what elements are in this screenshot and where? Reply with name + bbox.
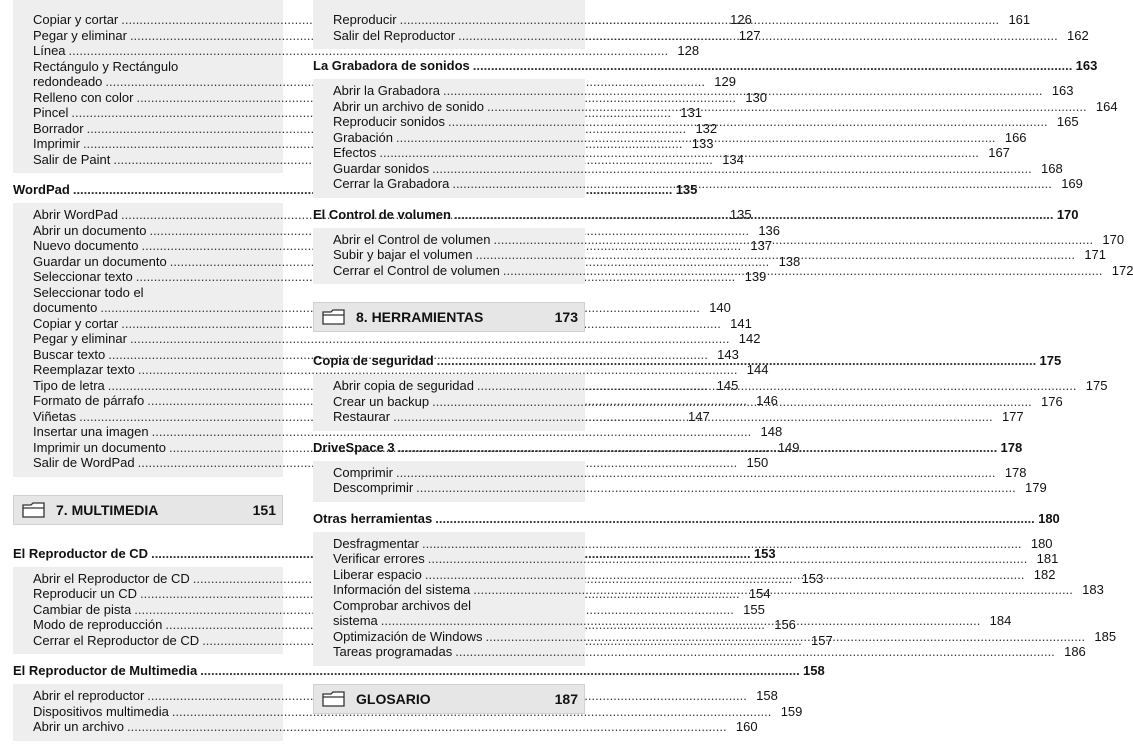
toc-entry-title: Comprimir bbox=[333, 464, 393, 480]
section-title[interactable]: DriveSpace 3 ..... 178 bbox=[313, 437, 585, 459]
section-title[interactable]: Otras herramientas ..... 180 bbox=[313, 508, 585, 530]
toc-entry[interactable] bbox=[33, 455, 769, 471]
toc-entry-page: 147 bbox=[688, 408, 710, 424]
toc-entry-title: Guardar sonidos bbox=[333, 160, 430, 176]
toc-entry-title: Línea bbox=[33, 43, 66, 58]
toc-entry[interactable] bbox=[33, 703, 803, 720]
toc-entry-page: 134 bbox=[722, 151, 744, 167]
toc-entry-title: Abrir la Grabadora bbox=[333, 83, 440, 98]
toc-entry-title: Desfragmentar bbox=[333, 535, 419, 551]
toc-entry-title: Restaurar bbox=[333, 409, 391, 424]
toc-entry-page: 182 bbox=[1033, 566, 1056, 582]
toc-entry-title: Abrir WordPad bbox=[33, 207, 119, 222]
toc-entry-page: 144 bbox=[746, 362, 769, 377]
toc-entry[interactable] bbox=[33, 719, 758, 735]
toc-entry-title: Efectos bbox=[333, 145, 377, 160]
toc-entry-title: Abrir un archivo bbox=[33, 719, 125, 734]
section-title[interactable]: El Control de volumen ..... 170 bbox=[313, 204, 585, 226]
toc-entry-page: 127 bbox=[738, 27, 761, 43]
toc-entry-page: 169 bbox=[1061, 176, 1083, 191]
toc-entry-title: Reemplazar texto bbox=[33, 362, 135, 377]
toc-entry-title: Cerrar el Reproductor de CD bbox=[33, 632, 200, 648]
toc-entry-page: 164 bbox=[1095, 98, 1118, 114]
section-title[interactable]: Copia de seguridad ..... 175 bbox=[313, 350, 585, 372]
toc-entry-page: 186 bbox=[1064, 644, 1086, 659]
toc-entry-title: Copiar y cortar bbox=[33, 12, 119, 27]
toc-entry-title: Salir de Paint bbox=[33, 151, 111, 167]
toc-entry-title: Abrir el reproductor bbox=[33, 688, 145, 703]
toc-entry-title-line1: Seleccionar todo el bbox=[33, 284, 144, 300]
toc-entry[interactable] bbox=[33, 424, 783, 440]
toc-entry-page: 139 bbox=[744, 269, 767, 284]
toc-entry-title: Tareas programadas bbox=[333, 644, 453, 659]
toc-entry-title: Liberar espacio bbox=[333, 566, 422, 582]
toc-entry-title: Subir y bajar el volumen bbox=[333, 247, 473, 262]
toc-entry-title: Abrir el Control de volumen bbox=[333, 231, 491, 247]
toc-entry-title: Crear un backup bbox=[333, 393, 430, 409]
toc-entry-title: Formato de párrafo bbox=[33, 393, 145, 408]
toc-entry-page: 172 bbox=[1111, 262, 1133, 278]
toc-entry[interactable] bbox=[33, 331, 761, 347]
toc-entry-page: 167 bbox=[988, 145, 1010, 160]
toc-entry-title-line1: Rectángulo y Rectángulo bbox=[33, 58, 179, 74]
toc-entry-title: Cerrar el Control de volumen bbox=[333, 262, 500, 278]
toc-entry-page: 150 bbox=[746, 455, 769, 470]
toc-entry[interactable] bbox=[333, 464, 1027, 481]
toc-entry-title: Reproducir un CD bbox=[33, 586, 138, 601]
toc-entry-page: 145 bbox=[716, 377, 739, 393]
toc-entry-title: Borrador bbox=[33, 120, 84, 136]
toc-entry-title: Grabación bbox=[333, 129, 393, 145]
toc-entry-page: 160 bbox=[735, 719, 758, 734]
toc-entry-title: Imprimir un documento bbox=[33, 439, 166, 455]
toc-entry-page: 143 bbox=[717, 346, 739, 362]
toc-entry-title: Guardar un documento bbox=[33, 253, 167, 269]
toc-entry-title: Viñetas bbox=[33, 408, 77, 424]
toc-entry-page: 175 bbox=[1085, 378, 1108, 393]
toc-entry-title: Cambiar de pista bbox=[33, 601, 132, 617]
toc-entry-title-line2: redondeado bbox=[33, 74, 103, 89]
toc-entry-page: 136 bbox=[758, 222, 781, 238]
folder-icon bbox=[322, 690, 346, 708]
toc-entry-page: 156 bbox=[774, 617, 796, 632]
toc-entry-title: Pincel bbox=[33, 105, 69, 120]
toc-entry-page: 171 bbox=[1084, 247, 1107, 262]
toc-entry-page: 129 bbox=[714, 74, 736, 89]
toc-entry-page: 168 bbox=[1040, 160, 1063, 176]
toc-entry-title: Insertar una imagen bbox=[33, 424, 149, 439]
toc-entry-page: 178 bbox=[1004, 464, 1027, 480]
chapter-herramientas[interactable]: 8. HERRAMIENTAS 173 bbox=[313, 302, 585, 332]
toc-entry-title: Buscar texto bbox=[33, 346, 106, 362]
toc-entry-page: 154 bbox=[748, 586, 771, 601]
toc-entry-page: 180 bbox=[1030, 535, 1053, 551]
toc-entry-title: Optimización de Windows bbox=[333, 628, 483, 644]
toc-entry-page: 153 bbox=[801, 570, 824, 586]
toc-entry-page: 159 bbox=[780, 703, 803, 719]
toc-entry-title: Pegar y eliminar bbox=[33, 331, 127, 346]
toc-entry-page: 183 bbox=[1082, 582, 1104, 597]
toc-entry[interactable] bbox=[333, 160, 1063, 177]
section-title[interactable]: WordPad ..... 135 bbox=[13, 179, 283, 201]
toc-entry-title: Información del sistema bbox=[333, 582, 471, 597]
toc-entry-title: Dispositivos multimedia bbox=[33, 703, 169, 719]
toc-entry-title-line1: Comprobar archivos del bbox=[333, 597, 472, 613]
toc-entry-page: 138 bbox=[778, 253, 801, 269]
toc-entry[interactable] bbox=[33, 362, 769, 378]
toc-entry-page: 137 bbox=[750, 238, 773, 253]
chapter-glosario[interactable]: GLOSARIO 187 bbox=[313, 684, 585, 714]
toc-entry-page: 165 bbox=[1056, 114, 1079, 129]
toc-entry-page: 157 bbox=[811, 632, 833, 648]
toc-entry-page: 170 bbox=[1102, 231, 1125, 247]
toc-entry-title: Abrir un documento bbox=[33, 222, 147, 238]
toc-entry-page: 176 bbox=[1040, 393, 1063, 409]
toc-entry[interactable] bbox=[333, 535, 1053, 552]
toc-entry[interactable] bbox=[333, 644, 1086, 660]
toc-entry-title: Modo de reproducción bbox=[33, 617, 163, 632]
toc-entry-title: Descomprimir bbox=[333, 480, 414, 495]
toc-entry-title: Salir de WordPad bbox=[33, 455, 135, 470]
toc-entry[interactable] bbox=[333, 176, 1083, 192]
toc-entry-title: Cerrar la Grabadora bbox=[333, 176, 450, 191]
toc-entry-page: 161 bbox=[1008, 12, 1031, 27]
toc-entry-title-line2: documento bbox=[33, 300, 98, 315]
toc-entry-title-line2: sistema bbox=[333, 613, 378, 628]
toc-entry-page: 163 bbox=[1051, 83, 1074, 98]
toc-entry-title: Abrir copia de seguridad bbox=[333, 378, 474, 393]
toc-entry[interactable] bbox=[33, 346, 739, 363]
section-title[interactable]: El Reproductor de CD ..... 153 bbox=[13, 543, 283, 565]
toc-entry-page: 146 bbox=[756, 393, 778, 408]
toc-entry-page: 158 bbox=[756, 688, 778, 703]
section-title[interactable]: El Reproductor de Multimedia ..... 158 bbox=[13, 660, 283, 682]
toc-entry-title: Verificar errores bbox=[333, 551, 425, 566]
toc-entry-title: Reproducir sonidos bbox=[333, 114, 446, 129]
toc-entry-page: 132 bbox=[695, 120, 718, 136]
toc-entry-page: 181 bbox=[1036, 551, 1059, 566]
toc-entry[interactable] bbox=[33, 43, 700, 59]
section-title[interactable]: La Grabadora de sonidos ..... 163 bbox=[313, 55, 585, 77]
toc-entry-title: Pegar y eliminar bbox=[33, 27, 127, 43]
toc-entry-title: Copiar y cortar bbox=[33, 315, 119, 331]
toc-entry[interactable] bbox=[333, 480, 1047, 496]
toc-entry-page: 185 bbox=[1094, 628, 1117, 644]
toc-entry-title: Seleccionar texto bbox=[33, 269, 133, 284]
toc-entry-page: 148 bbox=[760, 424, 783, 439]
toc-entry-page: 128 bbox=[677, 43, 700, 58]
toc-entry-page: 177 bbox=[1001, 409, 1024, 424]
toc-entry-title: Abrir un archivo de sonido bbox=[333, 98, 485, 114]
toc-entry-title: Imprimir bbox=[33, 136, 80, 151]
toc-entry-page: 131 bbox=[680, 105, 702, 120]
chapter-multimedia[interactable]: 7. MULTIMEDIA 151 bbox=[13, 495, 283, 525]
toc-entry[interactable] bbox=[333, 551, 1059, 567]
toc-entry-page: 133 bbox=[691, 136, 714, 151]
toc-entry-page: 130 bbox=[745, 89, 768, 105]
toc-entry-page: 155 bbox=[743, 601, 765, 617]
toc-entry-page: 142 bbox=[738, 331, 761, 346]
toc-entry-page: 126 bbox=[730, 12, 752, 27]
toc-entry-page: 166 bbox=[1004, 129, 1027, 145]
toc-entry-title: Reproducir bbox=[333, 12, 397, 27]
folder-icon bbox=[22, 501, 46, 519]
folder-icon bbox=[322, 308, 346, 326]
toc-entry[interactable] bbox=[33, 284, 731, 316]
toc-entry-page: 141 bbox=[730, 315, 752, 331]
toc-entry-page: 179 bbox=[1025, 480, 1047, 495]
toc-entry-page: 140 bbox=[709, 300, 731, 315]
toc-entry-page: 135 bbox=[729, 207, 752, 222]
toc-entry-title: Tipo de letra bbox=[33, 377, 105, 393]
toc-entry-title: Nuevo documento bbox=[33, 238, 139, 253]
toc-entry-page: 184 bbox=[989, 613, 1012, 628]
toc-entry-page: 162 bbox=[1066, 27, 1089, 43]
toc-entry-page: 149 bbox=[777, 439, 800, 455]
toc-entry-title: Relleno con color bbox=[33, 89, 134, 105]
toc-entry-title: Abrir el Reproductor de CD bbox=[33, 570, 190, 586]
toc-entry-title: Salir del Reproductor bbox=[333, 27, 456, 43]
